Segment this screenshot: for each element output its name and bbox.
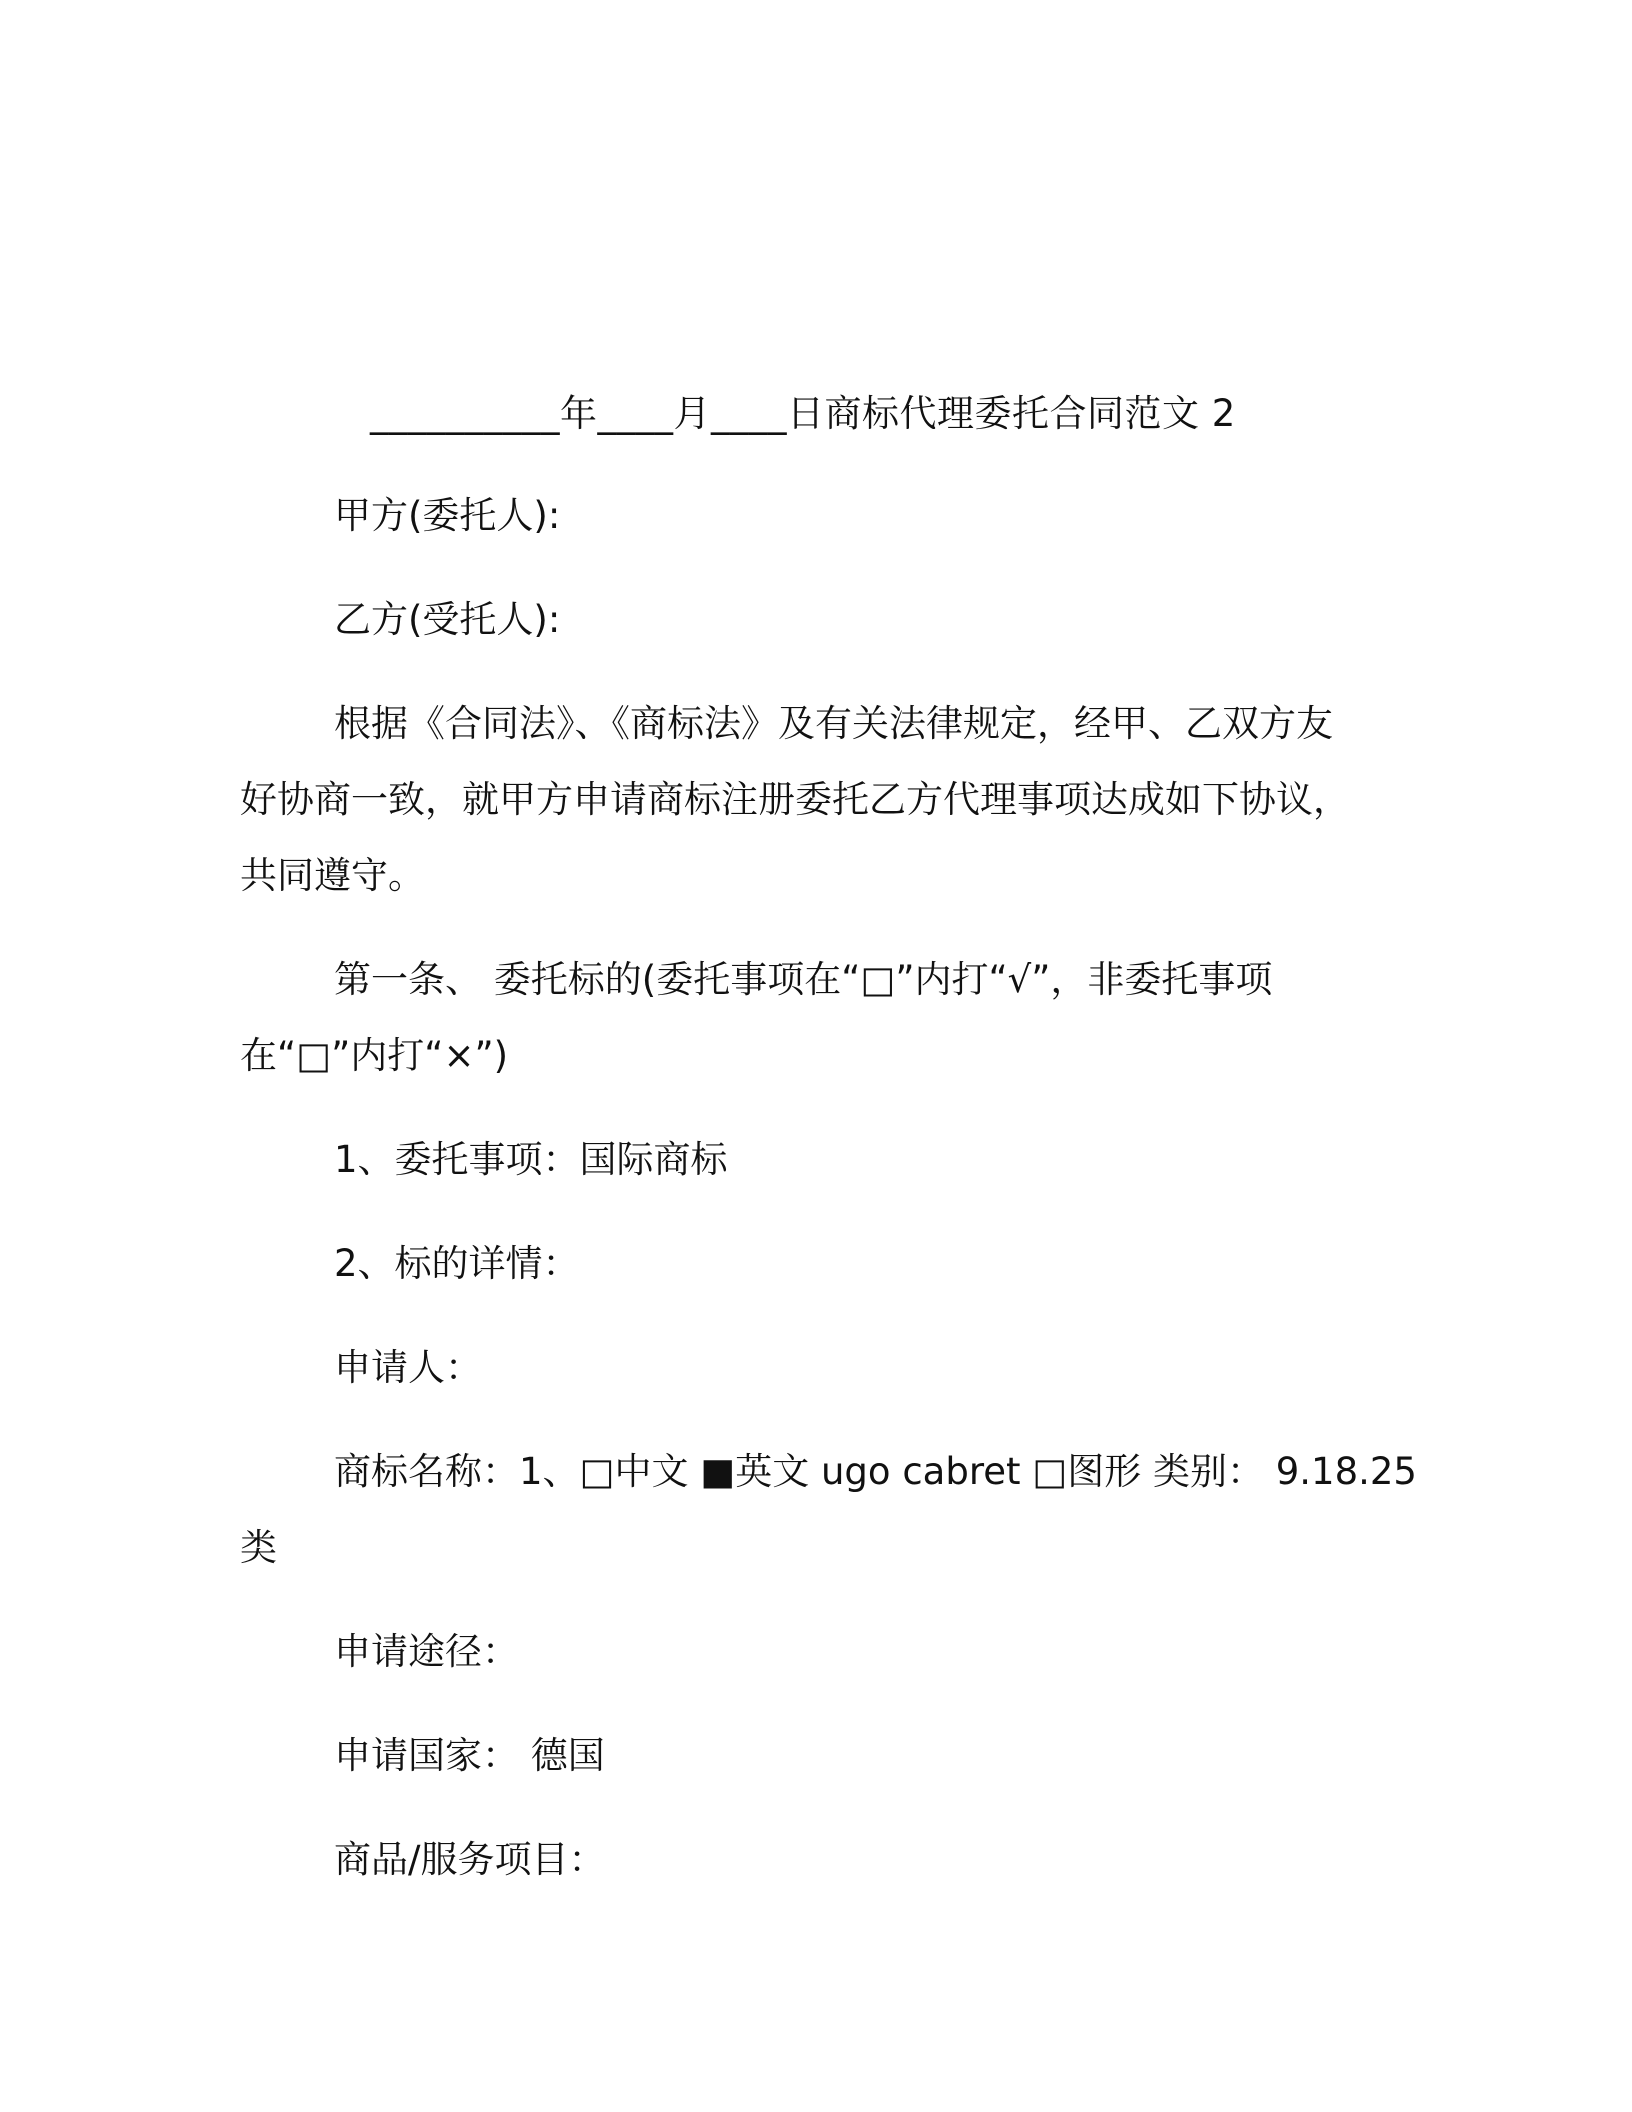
intro-paragraph-line-3: 共同遵守。	[240, 854, 425, 897]
trademark-name-line-1: 商标名称：1、□中文 ■英文 ugo cabret □图形 类别： 9.18.25	[334, 1450, 1417, 1493]
party-b-label: 乙方(受托人):	[334, 598, 561, 641]
intro-paragraph-line-2: 好协商一致，就甲方申请商标注册委托乙方代理事项达成如下协议，	[240, 778, 1350, 821]
apply-country-label: 申请国家： 德国	[334, 1734, 605, 1777]
item-2-subject-details: 2、标的详情：	[334, 1242, 580, 1285]
article-1-line-1: 第一条、 委托标的(委托事项在“□”内打“√”，非委托事项	[334, 958, 1273, 1001]
trademark-name-line-2: 类	[240, 1526, 277, 1569]
party-a-label: 甲方(委托人):	[334, 494, 561, 537]
intro-paragraph-line-1: 根据《合同法》、《商标法》及有关法律规定，经甲、乙双方友	[334, 702, 1333, 745]
apply-route-label: 申请途径：	[334, 1630, 519, 1673]
article-1-line-2: 在“□”内打“×”)	[240, 1034, 509, 1077]
applicant-label: 申请人：	[334, 1346, 482, 1389]
document-title: __________年____月____日商标代理委托合同范文 2	[370, 392, 1236, 435]
goods-services-label: 商品/服务项目：	[334, 1838, 606, 1881]
item-1-entrusted-matter: 1、委托事项：国际商标	[334, 1138, 728, 1181]
